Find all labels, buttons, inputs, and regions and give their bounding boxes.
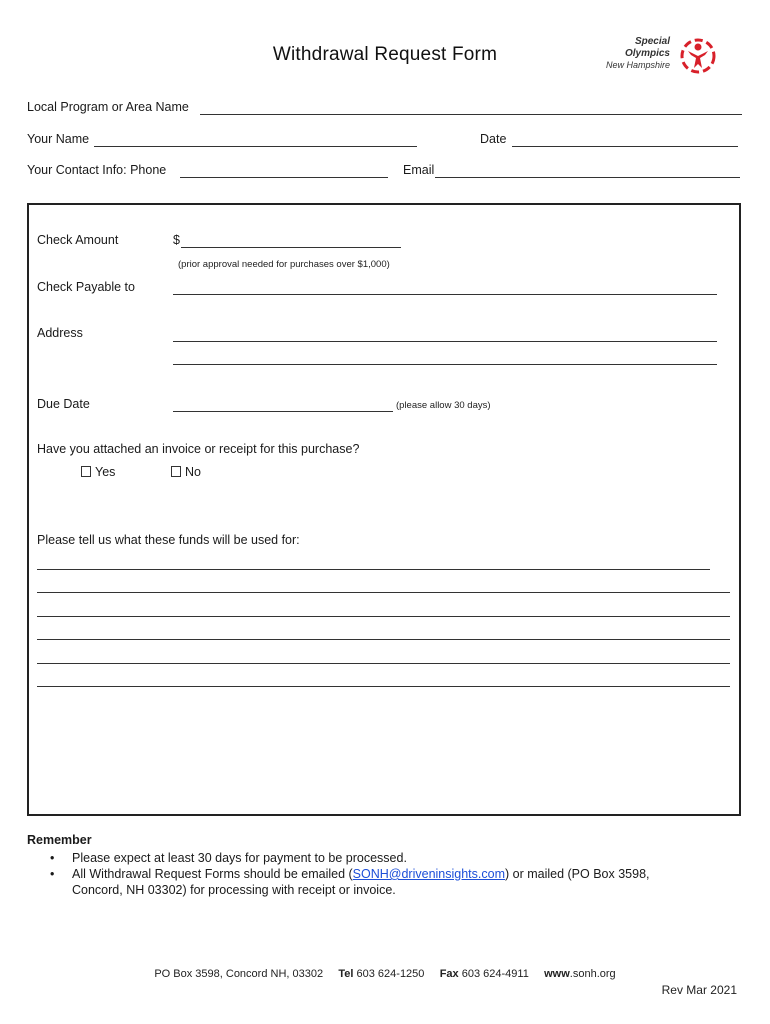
logo-line3: New Hampshire [605,60,670,70]
yes-checkbox[interactable] [81,466,91,477]
footer-fax-label: Fax [439,968,459,980]
approval-note: (prior approval needed for purchases over $1,000) [178,259,390,270]
currency-symbol: $ [173,233,180,247]
date-label: Date [480,132,507,146]
funds-usage-line3[interactable] [37,616,730,617]
due-date-field[interactable] [173,411,393,412]
due-date-label: Due Date [37,397,90,411]
program-name-label: Local Program or Area Name [27,100,189,114]
footer-address: PO Box 3598, Concord NH, 03302 [154,968,324,980]
special-olympics-logo [600,36,718,76]
email-label: Email [403,163,435,177]
logo-text [606,36,670,71]
funds-usage-line2[interactable] [37,592,730,593]
funds-usage-line5[interactable] [37,663,730,664]
footer-contact [0,968,770,980]
your-name-field[interactable] [94,146,417,147]
yes-option[interactable] [81,465,115,479]
email-field[interactable] [435,177,740,178]
logo-line2: Olympics [624,48,670,59]
check-amount-field[interactable] [181,247,401,248]
invoice-question: Have you attached an invoice or receipt for this purchase? [37,442,360,456]
reminder-text-2 [72,866,650,882]
no-label: No [185,465,201,479]
funds-usage-line6[interactable] [37,686,730,687]
reminder-text-1: Please expect at least 30 days for payment to be processed. [72,851,407,865]
no-option[interactable] [171,465,201,479]
athlete-icon [678,36,718,76]
funds-usage-line1[interactable] [37,569,710,570]
check-amount-label: Check Amount [37,233,119,247]
reminder-text-2-line2: Concord, NH 03302) for processing with receipt or invoice. [72,883,396,897]
due-date-note: (please allow 30 days) [396,400,491,411]
check-payable-label: Check Payable to [37,280,135,294]
footer-web-bold: www [544,968,570,980]
bullet-dot: • [50,867,55,881]
footer-fax: 603 624-4911 [461,968,529,980]
yes-label: Yes [95,465,116,479]
address-label: Address [37,326,83,340]
no-checkbox[interactable] [171,466,181,477]
bullet-dot: • [50,851,55,865]
phone-field[interactable] [180,177,388,178]
footer-tel-label: Tel [338,968,354,980]
reminder-text-2-post: ) or mailed (PO Box 3598, [505,867,650,881]
revision-date: Rev Mar 2021 [661,983,737,997]
reminder-text-2-pre: All Withdrawal Request Forms should be emailed ( [72,867,353,881]
email-link[interactable]: SONH@driveninsights.com [352,867,505,881]
address-field-line1[interactable] [173,341,717,342]
logo-line1: Special [634,36,670,47]
footer-tel: 603 624-1250 [356,968,425,980]
funds-usage-label: Please tell us what these funds will be used for: [37,533,300,547]
remember-heading: Remember [27,833,92,847]
page-title: Withdrawal Request Form [272,44,498,65]
your-name-label: Your Name [27,132,90,146]
date-field[interactable] [512,146,738,147]
program-name-field[interactable] [200,114,742,115]
address-field-line2[interactable] [173,364,717,365]
footer-web: .sonh.org [569,968,616,980]
contact-phone-label: Your Contact Info: Phone [27,163,167,177]
check-payable-field[interactable] [173,294,717,295]
funds-usage-line4[interactable] [37,639,730,640]
